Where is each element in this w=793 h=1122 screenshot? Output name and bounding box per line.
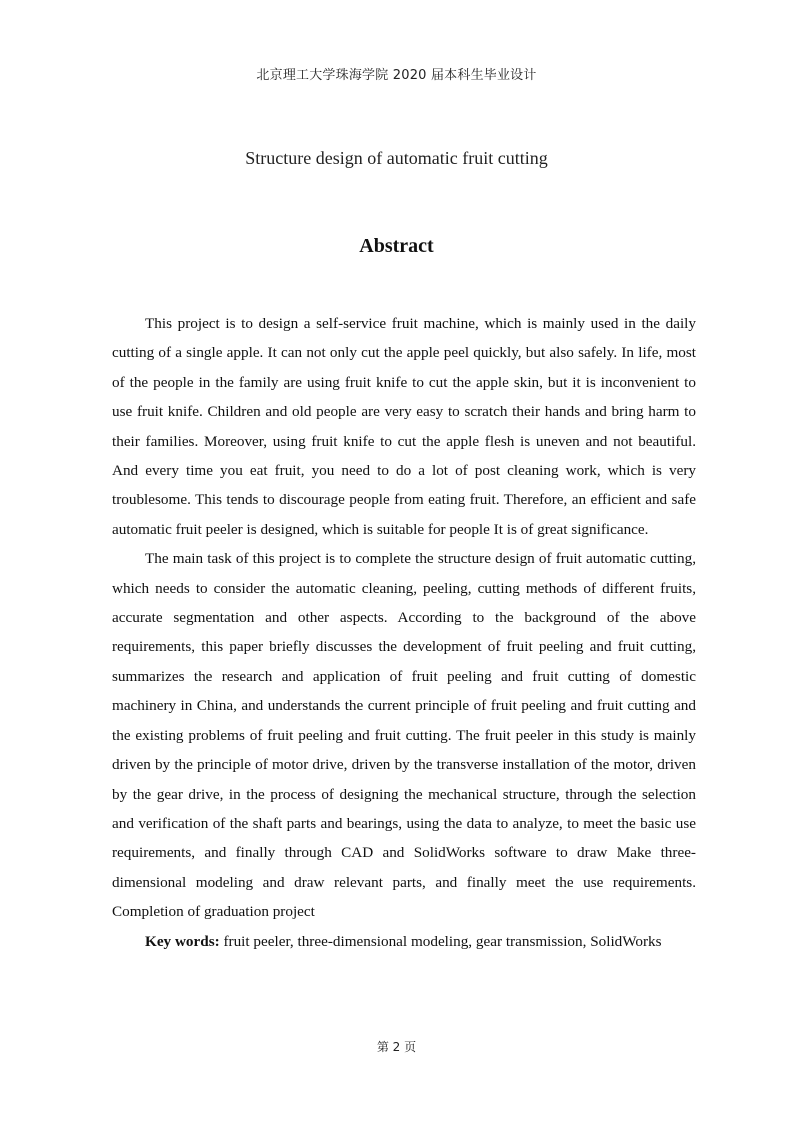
abstract-paragraph-1: This project is to design a self-service fruit machine, which is mainly used in the daily cutting of a single apple. It can not only cut the apple peel quickly, but also safely. In life, most of the people in the family are using fruit knife to cut the apple skin, but it is inconvenient to use fruit knife. Children and old people are very easy to scratch their hands and bring harm to their families. Moreover, using fruit knife to cut the apple flesh is uneven and not beautiful. And every time you eat fruit, you need to do a lot of post cleaning work, which is very troublesome. This tends to discourage people from eating fruit. Therefore, an efficient and safe automatic fruit peeler is designed, which is suitable for people It is of great significance. — [112, 315, 696, 538]
document-title: Structure design of automatic fruit cutting — [245, 148, 548, 168]
abstract-paragraph-2: The main task of this project is to complete the structure design of fruit automatic cutting, which needs to consider the automatic cleaning, peeling, cutting methods of different fruits, accurate segmentation and other aspects. According to the background of the above requirements, this paper briefly discusses the development of fruit peeling and fruit cutting, summarizes the research and application of fruit peeling and fruit cutting of domestic machinery in China, and understands the current principle of fruit peeling and fruit cutting and the existing problems of fruit peeling and fruit cutting. The fruit peeler in this study is mainly driven by the principle of motor drive, driven by the transverse installation of the motor, driven by the gear drive, in the process of designing the mechanical structure, through the selection and verification of the shaft parts and bearings, using the data to analyze, to meet the basic use requirements, and finally through CAD and SolidWorks software to draw Make three-dimensional modeling and draw relevant parts, and finally meet the use requirements. Completion of graduation project — [112, 550, 696, 921]
abstract-body — [112, 309, 696, 956]
page-number: 第 2 页 — [376, 1040, 417, 1054]
abstract-heading: Abstract — [359, 235, 434, 257]
page-header: 北京理工大学珠海学院 2020 届本科生毕业设计 — [256, 68, 537, 83]
keywords-label: Key words: — [145, 932, 220, 950]
keywords-line — [112, 927, 696, 956]
keywords-text: fruit peeler, three-dimensional modeling, gear transmission, SolidWorks — [223, 932, 662, 950]
